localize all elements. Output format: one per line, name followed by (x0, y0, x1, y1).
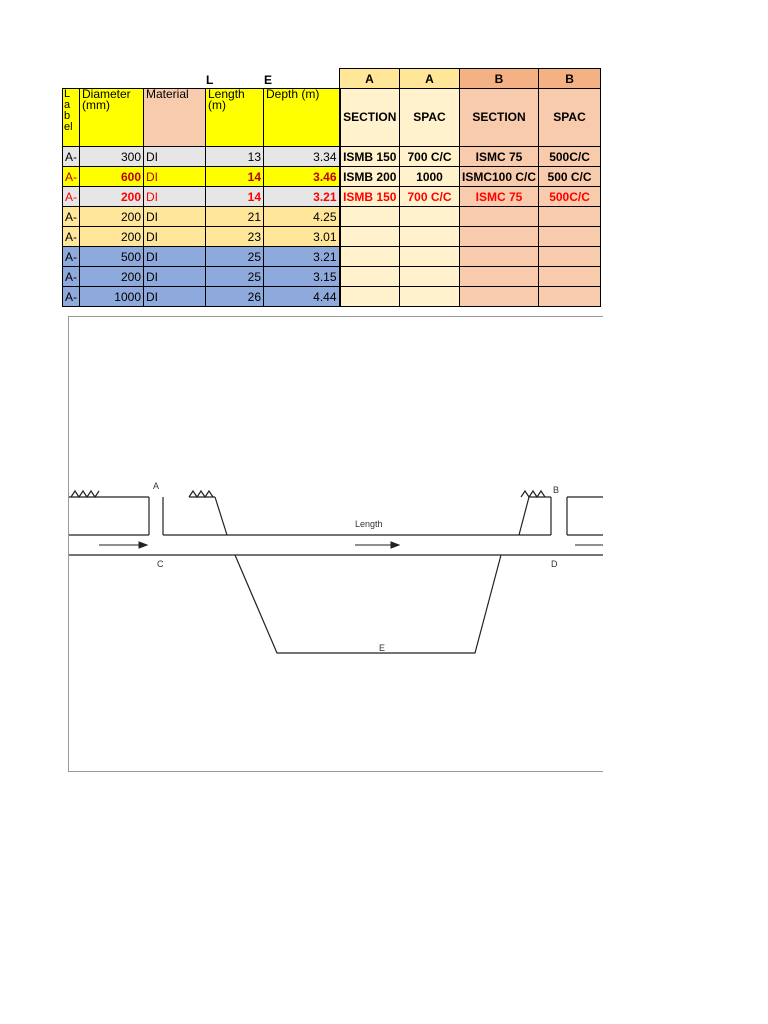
cell-diameter: 300 (80, 147, 144, 167)
cell-material: DI (144, 167, 206, 187)
col-letter-length: L (206, 73, 214, 87)
table-row (63, 227, 601, 247)
cell-section-b (460, 227, 539, 247)
cell-diameter: 200 (80, 227, 144, 247)
cell-label: A- (63, 247, 80, 267)
trench-diagram (68, 316, 603, 772)
cell-section-a: ISMB 150 (340, 187, 400, 207)
cell-spac-b (539, 267, 601, 287)
label-a: A (153, 481, 160, 491)
cell-length: 14 (206, 167, 264, 187)
cell-label: A- (63, 147, 80, 167)
header-spac-a: SPAC (400, 89, 460, 147)
cell-section-a (340, 247, 400, 267)
header-depth: Depth (m) (264, 89, 340, 147)
header-diameter: Diameter (mm) (80, 89, 144, 147)
cell-label: A- (63, 167, 80, 187)
label-length: Length (355, 519, 383, 529)
cell-material: DI (144, 287, 206, 307)
cell-length: 23 (206, 227, 264, 247)
header-section-b: SECTION (460, 89, 539, 147)
header-material: Material (144, 89, 206, 147)
header-length: Length (m) (206, 89, 264, 147)
cell-label: A- (63, 207, 80, 227)
cell-diameter: 200 (80, 207, 144, 227)
cell-label: A- (63, 187, 80, 207)
cell-depth: 3.01 (264, 227, 340, 247)
cell-section-a (340, 227, 400, 247)
cell-spac-b: 500C/C (539, 147, 601, 167)
label-b: B (553, 485, 560, 495)
hatch-a-right (189, 491, 213, 497)
top-b1: B (460, 69, 539, 89)
col-letter-depth: E (264, 73, 273, 87)
cell-depth: 3.21 (264, 247, 340, 267)
cell-spac-a (400, 227, 460, 247)
cell-label: A- (63, 267, 80, 287)
cell-section-a (340, 267, 400, 287)
cell-length: 14 (206, 187, 264, 207)
top-a1: A (340, 69, 400, 89)
cell-length: 26 (206, 287, 264, 307)
table-row (63, 187, 601, 207)
cell-length: 21 (206, 207, 264, 227)
cell-material: DI (144, 147, 206, 167)
cell-depth: 4.25 (264, 207, 340, 227)
top-a2: A (400, 69, 460, 89)
cell-section-b (460, 287, 539, 307)
slope-b (519, 497, 529, 535)
cell-label: A- (63, 227, 80, 247)
cell-spac-a: 1000 (400, 167, 460, 187)
cell-spac-a: 700 C/C (400, 147, 460, 167)
cell-spac-b (539, 227, 601, 247)
cell-length: 25 (206, 247, 264, 267)
hatch-b-left (521, 491, 545, 497)
cell-depth: 3.21 (264, 187, 340, 207)
cell-spac-b: 500C/C (539, 187, 601, 207)
cell-section-a (340, 207, 400, 227)
cell-section-b (460, 247, 539, 267)
cell-material: DI (144, 227, 206, 247)
cell-section-b (460, 267, 539, 287)
hatch-left-1 (71, 491, 99, 497)
table-row (63, 207, 601, 227)
cell-spac-b (539, 207, 601, 227)
cell-section-b (460, 207, 539, 227)
table-row (63, 147, 601, 167)
table-row (63, 287, 601, 307)
cell-diameter: 1000 (80, 287, 144, 307)
table-row (63, 247, 601, 267)
top-b2: B (539, 69, 601, 89)
cell-depth: 3.34 (264, 147, 340, 167)
cell-section-b: ISMC100 C/C (460, 167, 539, 187)
cell-length: 13 (206, 147, 264, 167)
cell-section-b: ISMC 75 (460, 187, 539, 207)
cell-material: DI (144, 247, 206, 267)
cell-diameter: 200 (80, 267, 144, 287)
cell-material: DI (144, 187, 206, 207)
cell-diameter: 500 (80, 247, 144, 267)
cell-spac-b (539, 287, 601, 307)
cell-material: DI (144, 267, 206, 287)
table-row (63, 267, 601, 287)
cell-length: 25 (206, 267, 264, 287)
cell-spac-b: 500 C/C (539, 167, 601, 187)
header-label: L a b el (63, 89, 80, 147)
cell-spac-a (400, 267, 460, 287)
cell-label: A- (63, 287, 80, 307)
cell-spac-a (400, 247, 460, 267)
flow-arrow-left-head (139, 542, 147, 548)
cell-section-a: ISMB 150 (340, 147, 400, 167)
label-e: E (379, 643, 386, 653)
cell-spac-a (400, 287, 460, 307)
cell-spac-a: 700 C/C (400, 187, 460, 207)
cell-spac-a (400, 207, 460, 227)
cell-section-b: ISMC 75 (460, 147, 539, 167)
label-c: C (157, 559, 164, 569)
header-spac-b: SPAC (539, 89, 601, 147)
cell-spac-b (539, 247, 601, 267)
cell-diameter: 600 (80, 167, 144, 187)
cell-depth: 3.15 (264, 267, 340, 287)
header-section-a: SECTION (340, 89, 400, 147)
slope-a (215, 497, 227, 535)
label-d: D (551, 559, 558, 569)
cell-diameter: 200 (80, 187, 144, 207)
pipe-schedule-table (62, 68, 601, 307)
table-row (63, 167, 601, 187)
cell-depth: 3.46 (264, 167, 340, 187)
cell-depth: 4.44 (264, 287, 340, 307)
cell-section-a: ISMB 200 (340, 167, 400, 187)
cell-section-a (340, 287, 400, 307)
flow-arrow-mid-head (391, 542, 399, 548)
cell-material: DI (144, 207, 206, 227)
trench-outline (235, 555, 501, 653)
